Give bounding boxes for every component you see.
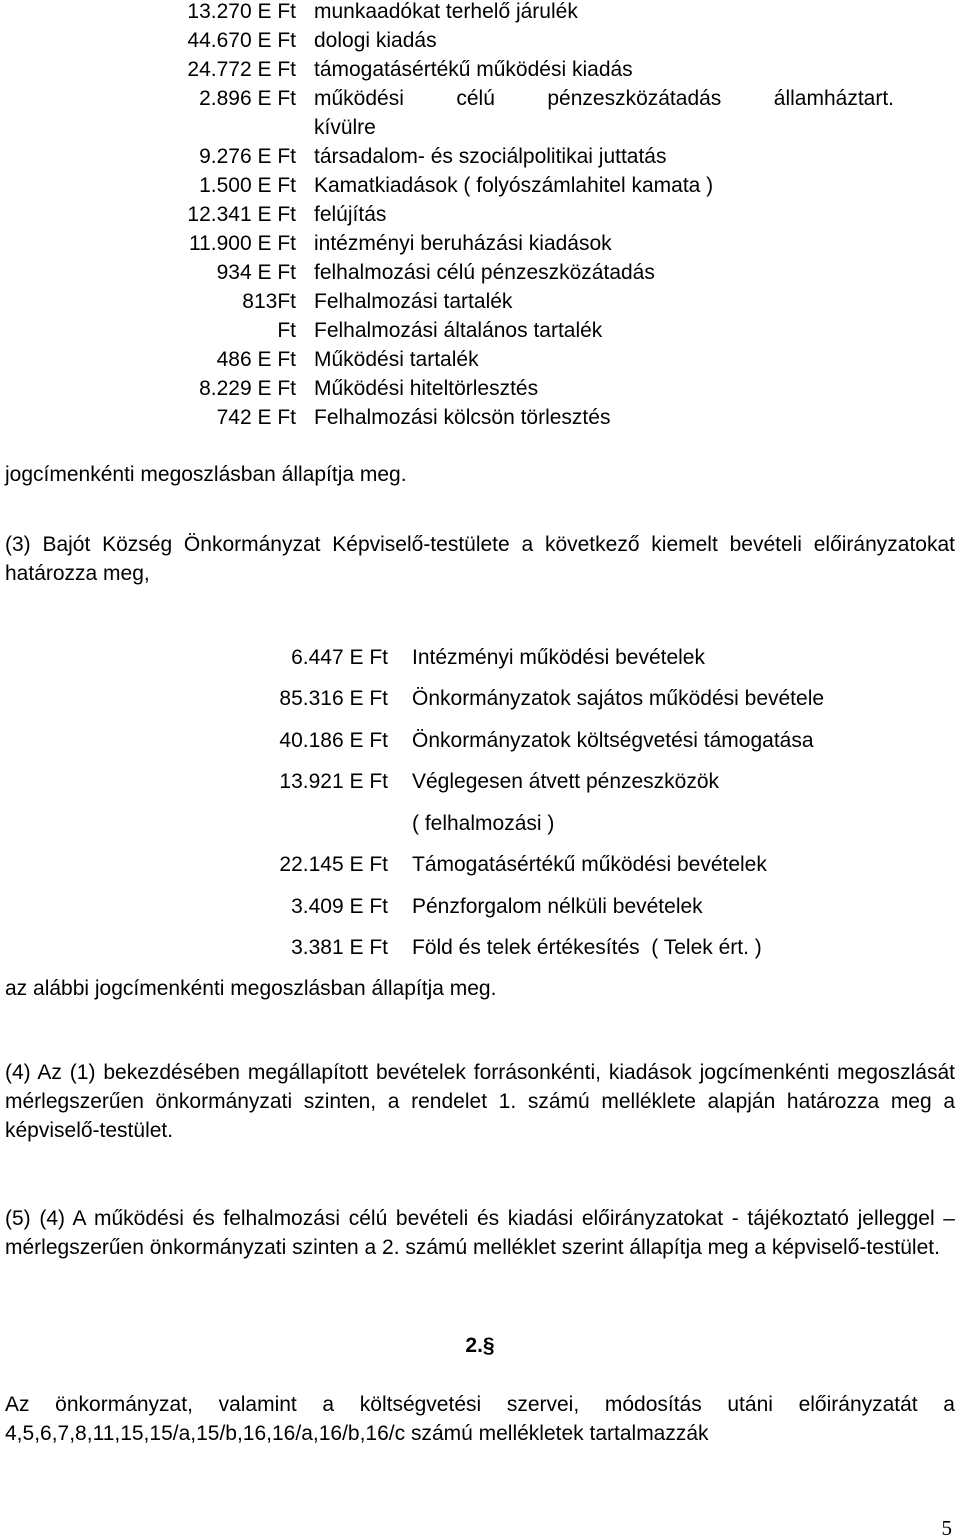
- revenue-label: Véglegesen átvett pénzeszközök: [412, 770, 720, 793]
- expense-amount: 1.500 E Ft: [199, 174, 296, 197]
- expense-label: Kamatkiadások ( folyószámlahitel kamata ): [314, 174, 714, 197]
- paragraph-3: (3) Bajót Község Önkormányzat Képviselő-testülete a következő kiemelt bevételi előirányzatokat határozza meg,: [5, 533, 955, 585]
- expense-label: intézményi beruházási kiadások: [314, 232, 612, 255]
- revenue-label: Föld és telek értékesítés ( Telek ért. ): [412, 936, 762, 959]
- paragraph-5: (5) (4) A működési és felhalmozási célú bevételi és kiadási előirányzatokat - tájékoztató jelleggel – mérlegszerűen önkormányzati szinten a 2. számú melléklet szerint állapítja meg a képviselő-testület.: [5, 1207, 955, 1259]
- section-heading: 2.§: [465, 1334, 495, 1357]
- revenue-label: Pénzforgalom nélküli bevételek: [412, 895, 703, 918]
- revenue-amount: 3.409 E Ft: [291, 895, 388, 918]
- expense-label: Felhalmozási általános tartalék: [314, 319, 603, 342]
- expense-amount: 486 E Ft: [216, 348, 296, 371]
- expense-label: felhalmozási célú pénzeszközátadás: [314, 261, 655, 284]
- expense-amount: 24.772 E Ft: [187, 58, 296, 81]
- expense-label: felújítás: [314, 203, 387, 226]
- expense-amount: 813Ft: [242, 290, 296, 313]
- expense-amount: 742 E Ft: [216, 406, 296, 429]
- revenue-amount: 22.145 E Ft: [279, 853, 388, 876]
- expense-amount: 11.900 E Ft: [188, 232, 296, 255]
- expense-amount: 2.896 E Ft: [199, 87, 296, 110]
- revenue-label: Önkormányzatok költségvetési támogatása: [412, 729, 814, 752]
- revenue-amount: 13.921 E Ft: [279, 770, 388, 793]
- expense-label-continuation: kívülre: [314, 116, 376, 139]
- closing-paragraph: Az önkormányzat, valamint a költségvetési szervei, módosítás utáni előirányzatát a 4,5,6,7,8,11,15,15/a,15/b,16,16/a,16/b,16/c számú mellékletek tartalmazzák: [5, 1393, 955, 1445]
- revenue-label: Intézményi működési bevételek: [412, 646, 705, 669]
- revenue-amount: 40.186 E Ft: [279, 729, 388, 752]
- paragraph-4: (4) Az (1) bekezdésében megállapított bevételek forrásonkénti, kiadások jogcímenkénti megoszlását mérlegszerűen önkormányzati szinten, a rendelet 1. számú melléklete alapján határozza meg a képviselő-testület.: [5, 1061, 955, 1142]
- expense-label: dologi kiadás: [314, 29, 437, 52]
- revenue-label: Támogatásértékű működési bevételek: [412, 853, 767, 876]
- revenue-amount: 3.381 E Ft: [291, 936, 388, 959]
- revenue-amount: 6.447 E Ft: [291, 646, 388, 669]
- expense-label: Működési tartalék: [314, 348, 479, 371]
- expense-amount: 13.270 E Ft: [187, 0, 296, 23]
- expense-label-justified: [314, 87, 894, 111]
- expense-closing-text: jogcímenkénti megoszlásban állapítja meg.: [5, 463, 407, 486]
- page-number: 5: [941, 1516, 952, 1540]
- revenue-closing-text: az alábbi jogcímenkénti megoszlásban állapítja meg.: [5, 977, 497, 1000]
- expense-amount: Ft: [277, 319, 296, 342]
- expense-label: támogatásértékű működési kiadás: [314, 58, 633, 81]
- expense-amount: 934 E Ft: [216, 261, 296, 284]
- expense-label: munkaadókat terhelő járulék: [314, 0, 578, 23]
- expense-label: Felhalmozási kölcsön törlesztés: [314, 406, 611, 429]
- revenue-label: Önkormányzatok sajátos működési bevétele: [412, 687, 825, 710]
- expense-label: társadalom- és szociálpolitikai juttatás: [314, 145, 667, 168]
- expense-label: Működési hiteltörlesztés: [314, 377, 539, 400]
- expense-amount: 9.276 E Ft: [199, 145, 296, 168]
- expense-label: működési célú pénzeszközátadás államháztart.: [314, 87, 894, 110]
- expense-amount: 12.341 E Ft: [187, 203, 296, 226]
- revenue-label-continuation: ( felhalmozási ): [412, 812, 555, 835]
- expense-label: Felhalmozási tartalék: [314, 290, 513, 313]
- expense-amount: 8.229 E Ft: [199, 377, 296, 400]
- revenue-amount: 85.316 E Ft: [279, 687, 388, 710]
- expense-amount: 44.670 E Ft: [187, 29, 296, 52]
